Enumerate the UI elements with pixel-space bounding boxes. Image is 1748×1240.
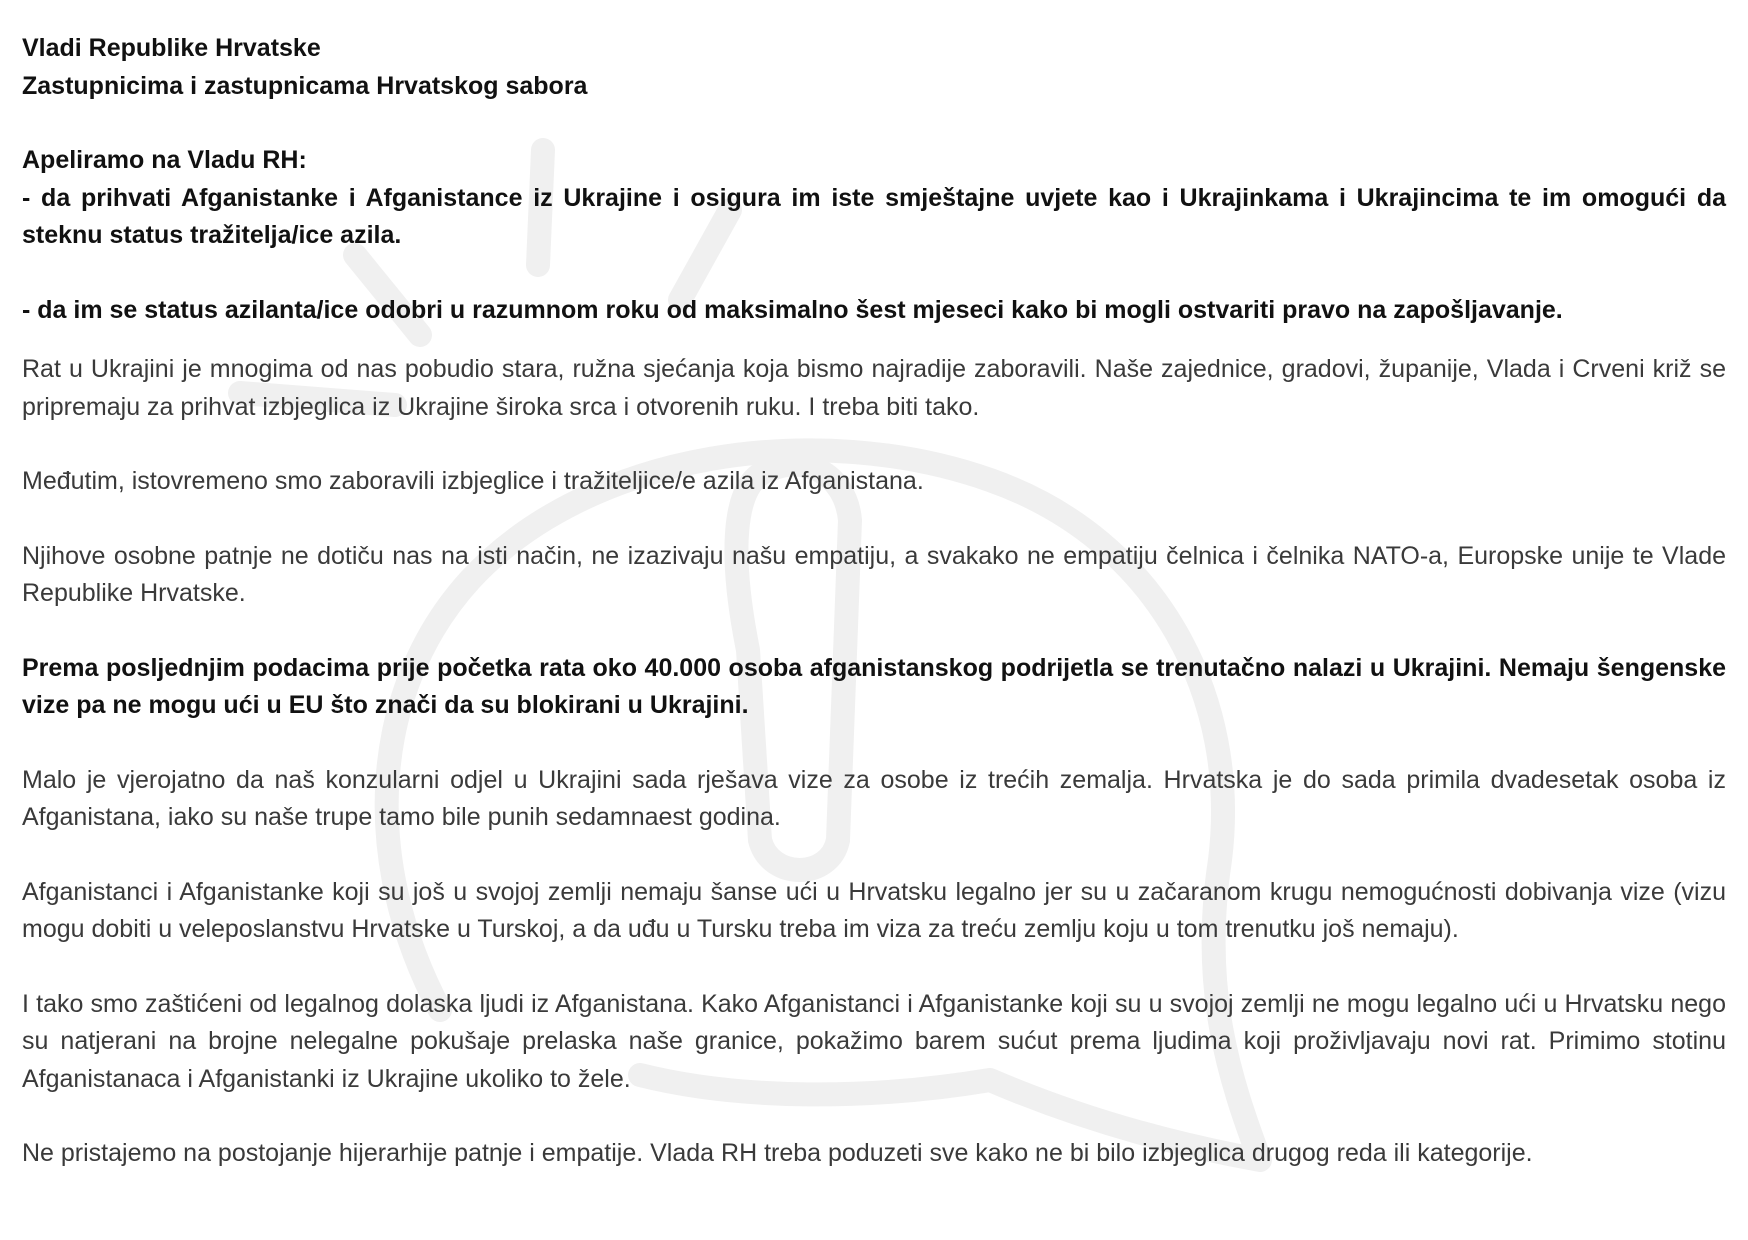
paragraph-no-hierarchy: Ne pristajemo na postojanje hijerarhije patnje i empatije. Vlada RH treba poduzeti sve kako ne bi bilo izbjeglica drugog reda ili kategorije. <box>22 1139 1533 1167</box>
appeal-item-reception: - da prihvati Afganistanke i Afganistance iz Ukrajine i osigura im iste smještajne uvjete kao i Ukrajinkama i Ukrajincima te im omogući da steknu status tražitelja/ice azila. <box>22 183 1726 249</box>
paragraph-consular-visas: Malo je vjerojatno da naš konzularni odjel u Ukrajini sada rješava vize za osobe iz trećih zemalja. Hrvatska je do sada primila dvadesetak osoba iz Afganistana, iako su naše trupe tamo bile punih sedamnaest godina. <box>22 765 1726 831</box>
paragraph-visa-circle: Afganistanci i Afganistanke koji su još u svojoj zemlji nemaju šanse ući u Hrvatsku legalno jer su u začaranom krugu nemogućnosti dobivanja vize (vizu mogu dobiti u veleposlanstvu Hrvatske u Turskoj, a da uđu u Tursku treba im viza za treću zemlju koju u tom trenutku još nemaju). <box>22 877 1726 943</box>
appeal-heading: Apeliramo na Vladu RH: <box>22 146 307 174</box>
addressee-parliament: Zastupnicima i zastupnicama Hrvatskog sabora <box>22 71 588 100</box>
paragraph-protected-from-arrival: I tako smo zaštićeni od legalnog dolaska ljudi iz Afganistana. Kako Afganistanci i Afganistanke koji su u svojoj zemlji ne mogu legalno ući u Hrvatsku nego su natjerani na brojne nelegalne pokušaje prelaska naše granice, pokažimo barem sućut prema ljudima koji proživljavaju novi rat. Primimo stotinu Afganistanaca i Afganistanki iz Ukrajine ukoliko to žele. <box>22 989 1726 1093</box>
paragraph-empathy: Njihove osobne patnje ne dotiču nas na isti način, ne izazivaju našu empatiju, a svakako ne empatiju čelnica i čelnika NATO-a, Europske unije te Vlade Republike Hrvatske. <box>22 541 1726 607</box>
addressee-block <box>22 30 1726 105</box>
appeal-item-asylum-deadline: - da im se status azilanta/ice odobri u razumnom roku od maksimalno šest mjeseci kako bi mogli ostvariti pravo na zapošljavanje. <box>22 295 1563 324</box>
addressee-government: Vladi Republike Hrvatske <box>22 34 321 62</box>
paragraph-latest-data: Prema posljednjim podacima prije početka rata oko 40.000 osoba afganistanskog podrijetla se trenutačno nalazi u Ukrajini. Nemaju šengenske vize pa ne mogu ući u EU što znači da su blokirani u Ukrajini. <box>22 653 1726 719</box>
paragraph-forgotten-refugees: Međutim, istovremeno smo zaboravili izbjeglice i tražiteljice/e azila iz Afganistana. <box>22 467 924 495</box>
paragraph-war-memories: Rat u Ukrajini je mnogima od nas pobudio stara, ružna sjećanja koja bismo najradije zaboravili. Naše zajednice, gradovi, županije, Vlada i Crveni križ se pripremaju za prihvat izbjeglica iz Ukrajine široka srca i otvorenih ruku. I treba biti tako. <box>22 355 1726 421</box>
